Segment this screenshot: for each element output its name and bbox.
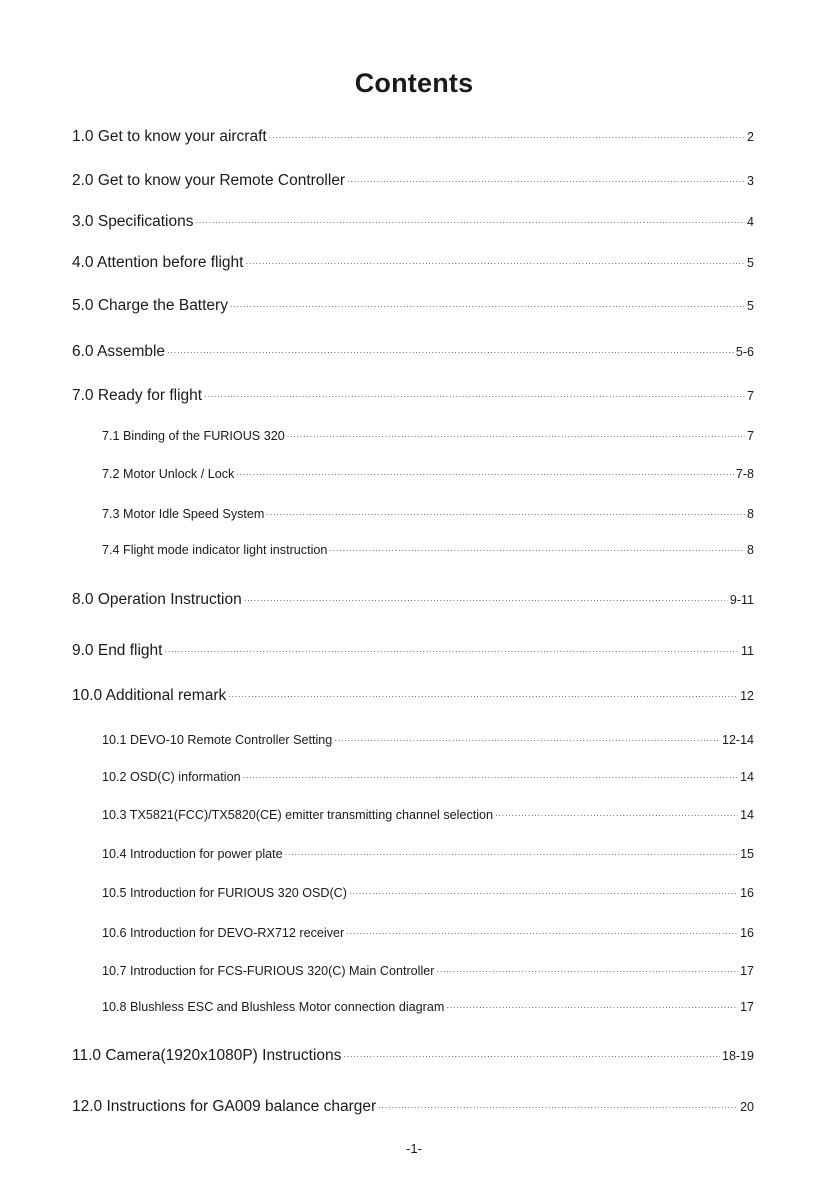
toc-entry-page: 2 [747,130,754,144]
toc-entry [72,642,754,660]
toc-subentry [102,429,754,443]
toc-entry-page: 8 [747,543,754,557]
toc-entry-page: 4 [747,215,754,229]
leader-dots [347,177,745,186]
page-number: -1- [406,1141,422,1156]
toc-entry-label: 4.0 Attention before flight [72,254,244,271]
toc-entry-label: 1.0 Get to know your aircraft [72,128,267,145]
toc-entry-page: 5 [747,256,754,270]
leader-dots [436,967,738,976]
toc-subentry [102,1000,754,1014]
toc-entry [72,1098,754,1116]
toc-entry-label: 6.0 Assemble [72,343,166,360]
toc-entry-label: 10.6 Introduction for DEVO-RX712 receiver [102,926,345,940]
toc-entry [72,687,754,705]
leader-dots [228,692,738,701]
toc-subentry [102,543,754,557]
leader-dots [266,510,745,519]
toc-entry-page: 12 [740,689,754,703]
toc-entry-page: 9-11 [729,593,754,607]
toc-entry-label: 8.0 Operation Instruction [72,591,242,608]
toc-entry-label: 11.0 Camera(1920x1080P) Instructions [72,1047,342,1064]
toc-entry-label: 9.0 End flight [72,642,163,659]
toc-entry-label: 12.0 Instructions for GA009 balance charger [72,1098,377,1115]
toc-subentry [102,847,754,861]
toc-subentry [102,467,754,481]
toc-entry-page: 16 [740,886,754,900]
leader-dots [378,1103,738,1112]
toc-entry [72,387,754,405]
leader-dots [343,1052,720,1061]
toc-entry [72,254,754,272]
toc-entry-label: 10.5 Introduction for FURIOUS 320 OSD(C) [102,886,347,900]
toc-subentry [102,964,754,978]
toc-entry-label: 10.3 TX5821(FCC)/TX5820(CE) emitter transmitting channel selection [102,808,494,822]
toc-entry-label: 10.0 Additional remark [72,687,227,704]
leader-dots [167,348,734,357]
leader-dots [204,392,745,401]
toc-entry-label: 7.2 Motor Unlock / Lock [102,467,235,481]
leader-dots [230,302,745,311]
toc-entry-page: 12-14 [722,733,754,747]
toc-entry-label: 10.1 DEVO-10 Remote Controller Setting [102,733,333,747]
toc-subentry [102,808,754,822]
toc-subentry [102,886,754,900]
leader-dots [495,811,738,820]
leader-dots [245,259,745,268]
leader-dots [285,850,738,859]
toc-entry-page: 20 [740,1100,754,1114]
leader-dots [346,929,738,938]
page-title: Contents [354,68,474,98]
leader-dots [164,647,739,656]
toc-entry-label: 7.3 Motor Idle Speed System [102,507,265,521]
toc-entry-label: 10.8 Blushless ESC and Blushless Motor connection diagram [102,1000,445,1014]
toc-entry [72,213,754,231]
toc-entry-label: 7.0 Ready for flight [72,387,203,404]
toc-entry-label: 5.0 Charge the Battery [72,297,228,314]
leader-dots [244,596,728,605]
leader-dots [243,773,739,782]
toc-subentry [102,926,754,940]
toc-entry-page: 17 [740,964,754,978]
toc-entry-page: 16 [740,926,754,940]
toc-entry-page: 11 [741,644,754,658]
toc-entry-label: 2.0 Get to know your Remote Controller [72,172,346,189]
toc-entry-label: 3.0 Specifications [72,213,194,230]
toc-entry-label: 10.4 Introduction for power plate [102,847,283,861]
toc-entry [72,128,754,146]
toc-entry-page: 3 [747,174,754,188]
leader-dots [446,1003,738,1012]
toc-entry-page: 15 [740,847,754,861]
toc-entry-page: 7 [747,429,754,443]
toc-entry-label: 7.4 Flight mode indicator light instruction [102,543,328,557]
toc-entry-page: 7-8 [735,467,754,481]
leader-dots [334,736,720,745]
toc-entry-page: 5 [747,299,754,313]
toc-entry-page: 5-6 [735,345,754,359]
toc-entry [72,343,754,361]
toc-entry-label: 7.1 Binding of the FURIOUS 320 [102,429,285,443]
toc-entry [72,297,754,315]
leader-dots [236,470,734,479]
leader-dots [329,546,745,555]
leader-dots [269,133,745,142]
toc-entry [72,172,754,190]
toc-entry-page: 14 [740,770,754,784]
toc-entry-page: 14 [740,808,754,822]
toc-entry-page: 7 [747,389,754,403]
toc-subentry [102,507,754,521]
toc-subentry [102,733,754,747]
leader-dots [349,889,738,898]
toc-entry-page: 18-19 [722,1049,754,1063]
leader-dots [196,218,746,227]
toc-entry [72,1047,754,1065]
toc-entry-page: 8 [747,507,754,521]
leader-dots [287,432,745,441]
toc-entry [72,591,754,609]
toc-entry-page: 17 [740,1000,754,1014]
toc-subentry [102,770,754,784]
toc-entry-label: 10.2 OSD(C) information [102,770,241,784]
toc-entry-label: 10.7 Introduction for FCS-FURIOUS 320(C) Main Controller [102,964,435,978]
